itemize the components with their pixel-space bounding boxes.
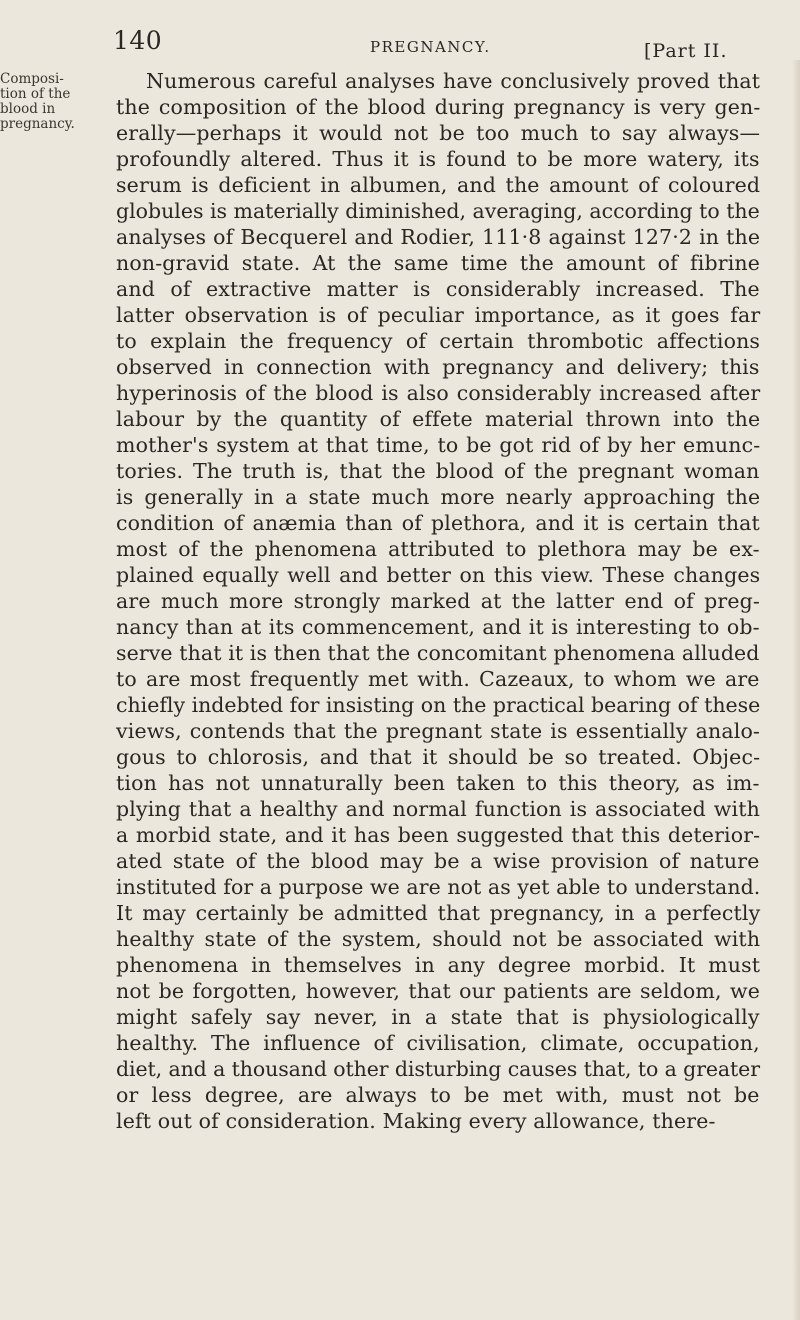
text-line: globules is materially diminished, averaging, according to the: [116, 199, 760, 223]
text-line: not be forgotten, however, that our patients are seldom, we: [116, 979, 760, 1003]
text-line: profoundly altered. Thus it is found to be more watery, its: [116, 147, 760, 171]
running-title: PREGNANCY.: [370, 38, 491, 56]
margin-note-line: pregnancy.: [0, 116, 75, 132]
text-line: healthy. The influence of civilisation, climate, occupation,: [116, 1031, 760, 1055]
text-line: serve that it is then that the concomitant phenomena alluded: [116, 641, 760, 665]
text-line: instituted for a purpose we are not as yet able to understand.: [116, 875, 761, 899]
page-header: [0, 20, 800, 60]
text-line: chiefly indebted for insisting on the practical bearing of these: [116, 693, 761, 717]
text-line: diet, and a thousand other disturbing causes that, to a greater: [116, 1057, 760, 1081]
text-line: Numerous careful analyses have conclusively proved that: [146, 69, 761, 93]
text-line: left out of consideration. Making every allowance, there-: [116, 1109, 716, 1133]
text-line: might safely say never, in a state that is physiologically: [116, 1005, 760, 1029]
part-label: [Part II.: [644, 40, 728, 62]
text-line: healthy state of the system, should not be associated with: [116, 927, 761, 951]
text-line: serum is deficient in albumen, and the amount of coloured: [116, 173, 761, 197]
text-line: tories. The truth is, that the blood of the pregnant woman: [116, 459, 760, 483]
margin-note-line: Composi-: [0, 71, 64, 87]
text-line: to are most frequently met with. Cazeaux, to whom we are: [116, 667, 760, 691]
text-line: erally—perhaps it would not be too much to say always—: [116, 121, 761, 145]
text-line: phenomena in themselves in any degree morbid. It must: [116, 953, 761, 977]
text-line: gous to chlorosis, and that it should be so treated. Objec-: [116, 745, 761, 769]
text-line: most of the phenomena attributed to plethora may be ex-: [116, 537, 760, 561]
text-line: to explain the frequency of certain thrombotic affections: [116, 329, 761, 353]
text-line: or less degree, are always to be met with, must not be: [116, 1083, 760, 1107]
margin-note-line: tion of the: [0, 86, 71, 102]
text-line: plying that a healthy and normal function is associated with: [116, 797, 760, 821]
text-line: is generally in a state much more nearly approaching the: [116, 485, 761, 509]
text-line: a morbid state, and it has been suggested that this deterior-: [116, 823, 761, 847]
margin-note-line: blood in: [0, 101, 56, 117]
text-line: analyses of Becquerel and Rodier, 111·8 against 127·2 in the: [116, 225, 761, 249]
page-number: 140: [113, 26, 163, 55]
margin-note: [0, 71, 75, 132]
text-line: It may certainly be admitted that pregnancy, in a perfectly: [116, 901, 761, 925]
page-edge-shadow: [792, 60, 800, 1320]
text-line: and of extractive matter is considerably increased. The: [116, 277, 760, 301]
text-line: non-gravid state. At the same time the amount of fibrine: [116, 251, 761, 275]
text-line: views, contends that the pregnant state is essentially analo-: [116, 719, 761, 743]
text-line: labour by the quantity of effete material thrown into the: [116, 407, 761, 431]
text-line: tion has not unnaturally been taken to this theory, as im-: [116, 771, 760, 795]
text-line: hyperinosis of the blood is also considerably increased after: [116, 381, 761, 405]
text-line: plained equally well and better on this view. These changes: [116, 563, 761, 587]
text-line: observed in connection with pregnancy and delivery; this: [116, 355, 760, 379]
text-line: latter observation is of peculiar importance, as it goes far: [116, 303, 761, 327]
text-line: are much more strongly marked at the latter end of preg-: [116, 589, 760, 613]
text-line: ated state of the blood may be a wise provision of nature: [116, 849, 760, 873]
text-line: condition of anæmia than of plethora, and it is certain that: [116, 511, 760, 535]
text-line: the composition of the blood during pregnancy is very gen-: [116, 95, 761, 119]
text-line: nancy than at its commencement, and it is interesting to ob-: [116, 615, 760, 639]
text-line: mother's system at that time, to be got rid of by her emunc-: [116, 433, 761, 457]
